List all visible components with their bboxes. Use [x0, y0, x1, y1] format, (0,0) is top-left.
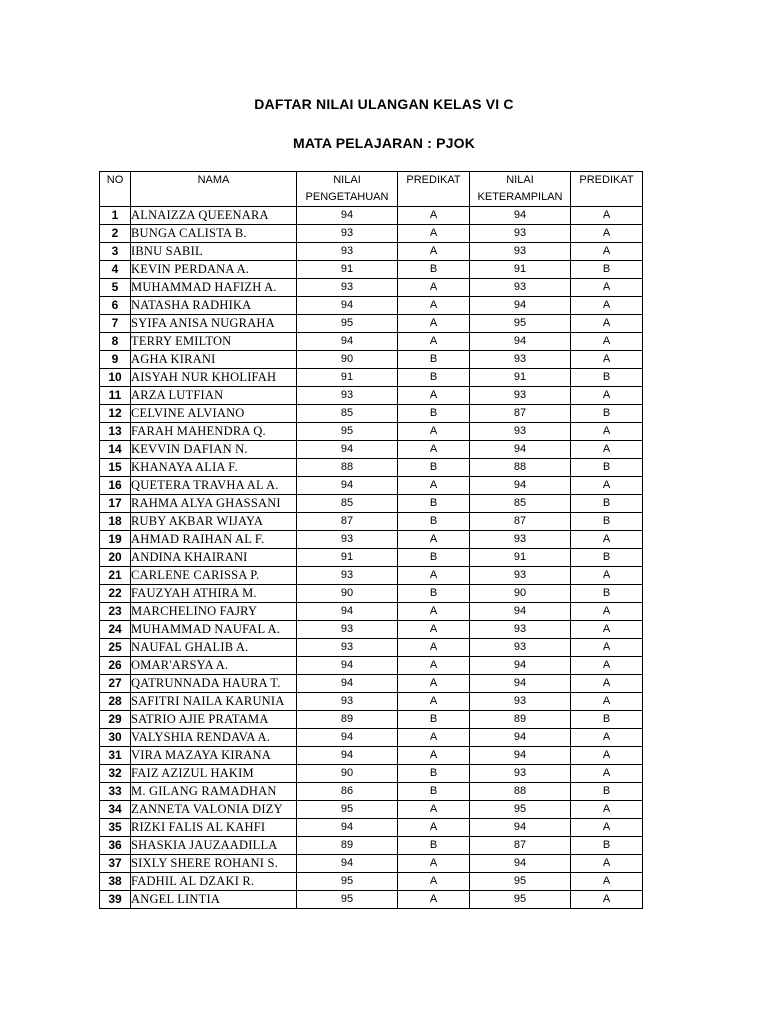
cell-predikat-pengetahuan: A — [398, 567, 470, 585]
cell-no: 28 — [100, 693, 131, 711]
cell-nama: SHASKIA JAUZAADILLA — [131, 837, 297, 855]
cell-no: 6 — [100, 297, 131, 315]
table-row — [100, 603, 643, 621]
cell-nama: SATRIO AJIE PRATAMA — [131, 711, 297, 729]
cell-nilai-pengetahuan: 95 — [297, 891, 398, 909]
table-row — [100, 549, 643, 567]
cell-predikat-pengetahuan: B — [398, 513, 470, 531]
cell-predikat-pengetahuan: A — [398, 387, 470, 405]
cell-no: 26 — [100, 657, 131, 675]
cell-predikat-pengetahuan: A — [398, 603, 470, 621]
cell-nama: VIRA MAZAYA KIRANA — [131, 747, 297, 765]
cell-predikat-pengetahuan: A — [398, 693, 470, 711]
cell-nilai-keterampilan: 91 — [470, 549, 571, 567]
cell-nama: MUHAMMAD HAFIZH A. — [131, 279, 297, 297]
cell-nama: CARLENE CARISSA P. — [131, 567, 297, 585]
cell-predikat-pengetahuan: A — [398, 891, 470, 909]
cell-nilai-pengetahuan: 85 — [297, 405, 398, 423]
cell-nilai-keterampilan: 94 — [470, 207, 571, 225]
cell-nama: RUBY AKBAR WIJAYA — [131, 513, 297, 531]
cell-nilai-pengetahuan: 93 — [297, 639, 398, 657]
cell-no: 1 — [100, 207, 131, 225]
cell-nilai-keterampilan: 88 — [470, 783, 571, 801]
cell-no: 10 — [100, 369, 131, 387]
cell-nama: FARAH MAHENDRA Q. — [131, 423, 297, 441]
cell-predikat-keterampilan: A — [571, 747, 643, 765]
cell-nilai-pengetahuan: 94 — [297, 819, 398, 837]
cell-nilai-pengetahuan: 93 — [297, 531, 398, 549]
cell-nilai-pengetahuan: 94 — [297, 747, 398, 765]
cell-predikat-keterampilan: A — [571, 333, 643, 351]
cell-predikat-keterampilan: A — [571, 693, 643, 711]
cell-predikat-pengetahuan: B — [398, 369, 470, 387]
cell-nilai-keterampilan: 93 — [470, 693, 571, 711]
header-predikat-keterampilan: PREDIKAT — [571, 172, 643, 207]
cell-predikat-keterampilan: A — [571, 315, 643, 333]
cell-predikat-keterampilan: A — [571, 423, 643, 441]
cell-predikat-pengetahuan: B — [398, 405, 470, 423]
cell-nilai-keterampilan: 89 — [470, 711, 571, 729]
table-row — [100, 801, 643, 819]
table-row — [100, 495, 643, 513]
cell-predikat-pengetahuan: A — [398, 279, 470, 297]
table-row — [100, 315, 643, 333]
cell-predikat-keterampilan: A — [571, 765, 643, 783]
cell-nama: MUHAMMAD NAUFAL A. — [131, 621, 297, 639]
table-row — [100, 441, 643, 459]
table-row — [100, 855, 643, 873]
cell-nama: KHANAYA ALIA F. — [131, 459, 297, 477]
cell-no: 25 — [100, 639, 131, 657]
cell-nilai-keterampilan: 93 — [470, 765, 571, 783]
table-row — [100, 711, 643, 729]
cell-no: 4 — [100, 261, 131, 279]
cell-nama: FAIZ AZIZUL HAKIM — [131, 765, 297, 783]
cell-nilai-pengetahuan: 95 — [297, 315, 398, 333]
grades-table — [99, 171, 643, 909]
table-row — [100, 585, 643, 603]
cell-nilai-keterampilan: 91 — [470, 369, 571, 387]
table-row — [100, 819, 643, 837]
cell-predikat-keterampilan: B — [571, 711, 643, 729]
cell-predikat-pengetahuan: A — [398, 639, 470, 657]
table-row — [100, 261, 643, 279]
cell-predikat-keterampilan: B — [571, 585, 643, 603]
cell-nilai-keterampilan: 93 — [470, 243, 571, 261]
cell-predikat-pengetahuan: B — [398, 837, 470, 855]
cell-nama: FAUZYAH ATHIRA M. — [131, 585, 297, 603]
cell-nilai-keterampilan: 94 — [470, 333, 571, 351]
cell-predikat-keterampilan: A — [571, 387, 643, 405]
cell-nilai-keterampilan: 87 — [470, 405, 571, 423]
cell-no: 12 — [100, 405, 131, 423]
cell-nilai-pengetahuan: 93 — [297, 567, 398, 585]
table-row — [100, 459, 643, 477]
cell-predikat-pengetahuan: A — [398, 729, 470, 747]
table-row — [100, 513, 643, 531]
table-row — [100, 837, 643, 855]
cell-predikat-keterampilan: A — [571, 279, 643, 297]
cell-nilai-pengetahuan: 94 — [297, 207, 398, 225]
cell-predikat-pengetahuan: A — [398, 855, 470, 873]
cell-nilai-keterampilan: 94 — [470, 657, 571, 675]
cell-nilai-keterampilan: 87 — [470, 513, 571, 531]
cell-no: 7 — [100, 315, 131, 333]
cell-nilai-keterampilan: 95 — [470, 315, 571, 333]
table-row — [100, 675, 643, 693]
header-no: NO — [100, 172, 131, 207]
table-row — [100, 873, 643, 891]
cell-predikat-keterampilan: B — [571, 513, 643, 531]
table-row — [100, 729, 643, 747]
cell-nama: KEVIN PERDANA A. — [131, 261, 297, 279]
cell-nilai-pengetahuan: 91 — [297, 369, 398, 387]
cell-nama: SYIFA ANISA NUGRAHA — [131, 315, 297, 333]
cell-nama: TERRY EMILTON — [131, 333, 297, 351]
cell-predikat-pengetahuan: A — [398, 333, 470, 351]
cell-no: 5 — [100, 279, 131, 297]
cell-nilai-pengetahuan: 94 — [297, 855, 398, 873]
cell-predikat-pengetahuan: A — [398, 801, 470, 819]
cell-nilai-pengetahuan: 95 — [297, 801, 398, 819]
cell-nilai-pengetahuan: 90 — [297, 351, 398, 369]
cell-predikat-keterampilan: A — [571, 603, 643, 621]
cell-nilai-keterampilan: 85 — [470, 495, 571, 513]
cell-predikat-pengetahuan: B — [398, 549, 470, 567]
cell-nilai-pengetahuan: 93 — [297, 225, 398, 243]
cell-predikat-keterampilan: A — [571, 531, 643, 549]
cell-predikat-keterampilan: A — [571, 351, 643, 369]
cell-nilai-pengetahuan: 94 — [297, 657, 398, 675]
table-row — [100, 531, 643, 549]
table-row — [100, 747, 643, 765]
cell-nilai-pengetahuan: 93 — [297, 693, 398, 711]
cell-predikat-pengetahuan: A — [398, 621, 470, 639]
cell-no: 13 — [100, 423, 131, 441]
cell-predikat-pengetahuan: B — [398, 585, 470, 603]
cell-predikat-pengetahuan: A — [398, 657, 470, 675]
cell-predikat-keterampilan: B — [571, 405, 643, 423]
cell-nilai-pengetahuan: 90 — [297, 765, 398, 783]
cell-predikat-pengetahuan: A — [398, 315, 470, 333]
cell-nilai-pengetahuan: 91 — [297, 261, 398, 279]
cell-no: 39 — [100, 891, 131, 909]
header-nilai-keterampilan: NILAI KETERAMPILAN — [470, 172, 571, 207]
cell-predikat-pengetahuan: A — [398, 297, 470, 315]
cell-nama: BUNGA CALISTA B. — [131, 225, 297, 243]
cell-predikat-keterampilan: A — [571, 855, 643, 873]
cell-nilai-pengetahuan: 93 — [297, 279, 398, 297]
cell-nilai-keterampilan: 93 — [470, 567, 571, 585]
table-row — [100, 765, 643, 783]
cell-predikat-keterampilan: A — [571, 243, 643, 261]
cell-nilai-keterampilan: 94 — [470, 855, 571, 873]
cell-nama: AHMAD RAIHAN AL F. — [131, 531, 297, 549]
cell-predikat-keterampilan: A — [571, 225, 643, 243]
cell-no: 34 — [100, 801, 131, 819]
table-header-row — [100, 172, 643, 207]
cell-nilai-pengetahuan: 94 — [297, 729, 398, 747]
cell-nilai-pengetahuan: 90 — [297, 585, 398, 603]
table-row — [100, 657, 643, 675]
table-row — [100, 423, 643, 441]
cell-no: 30 — [100, 729, 131, 747]
cell-predikat-keterampilan: A — [571, 477, 643, 495]
cell-predikat-pengetahuan: B — [398, 765, 470, 783]
cell-no: 22 — [100, 585, 131, 603]
cell-nama: ARZA LUTFIAN — [131, 387, 297, 405]
cell-nilai-keterampilan: 94 — [470, 297, 571, 315]
header-predikat-pengetahuan: PREDIKAT — [398, 172, 470, 207]
cell-predikat-keterampilan: A — [571, 207, 643, 225]
cell-predikat-pengetahuan: B — [398, 261, 470, 279]
document-title: DAFTAR NILAI ULANGAN KELAS VI C — [254, 96, 514, 112]
cell-predikat-keterampilan: A — [571, 801, 643, 819]
cell-nama: ANGEL LINTIA — [131, 891, 297, 909]
cell-predikat-keterampilan: B — [571, 261, 643, 279]
cell-no: 36 — [100, 837, 131, 855]
cell-nilai-keterampilan: 88 — [470, 459, 571, 477]
cell-predikat-pengetahuan: A — [398, 873, 470, 891]
table-row — [100, 693, 643, 711]
table-body — [100, 207, 643, 909]
cell-nama: NAUFAL GHALIB A. — [131, 639, 297, 657]
table-row — [100, 225, 643, 243]
cell-nama: ZANNETA VALONIA DIZY — [131, 801, 297, 819]
cell-predikat-keterampilan: B — [571, 459, 643, 477]
cell-nilai-keterampilan: 93 — [470, 621, 571, 639]
header-nilai-pengetahuan: NILAI PENGETAHUAN — [297, 172, 398, 207]
cell-no: 37 — [100, 855, 131, 873]
cell-nilai-keterampilan: 94 — [470, 819, 571, 837]
cell-no: 8 — [100, 333, 131, 351]
cell-no: 18 — [100, 513, 131, 531]
cell-nilai-pengetahuan: 89 — [297, 837, 398, 855]
cell-predikat-pengetahuan: A — [398, 243, 470, 261]
cell-nama: NATASHA RADHIKA — [131, 297, 297, 315]
cell-predikat-pengetahuan: B — [398, 459, 470, 477]
cell-no: 29 — [100, 711, 131, 729]
cell-nilai-keterampilan: 95 — [470, 873, 571, 891]
cell-nilai-keterampilan: 94 — [470, 441, 571, 459]
cell-nilai-keterampilan: 94 — [470, 477, 571, 495]
cell-nama: SAFITRI NAILA KARUNIA — [131, 693, 297, 711]
cell-predikat-keterampilan: A — [571, 819, 643, 837]
cell-nilai-keterampilan: 95 — [470, 801, 571, 819]
table-row — [100, 783, 643, 801]
cell-nilai-keterampilan: 93 — [470, 531, 571, 549]
cell-nilai-pengetahuan: 94 — [297, 675, 398, 693]
cell-predikat-pengetahuan: B — [398, 351, 470, 369]
cell-nilai-pengetahuan: 95 — [297, 423, 398, 441]
cell-nama: SIXLY SHERE ROHANI S. — [131, 855, 297, 873]
cell-predikat-keterampilan: A — [571, 639, 643, 657]
cell-predikat-keterampilan: A — [571, 657, 643, 675]
cell-predikat-pengetahuan: A — [398, 531, 470, 549]
cell-nama: AGHA KIRANI — [131, 351, 297, 369]
cell-nilai-keterampilan: 93 — [470, 423, 571, 441]
cell-predikat-pengetahuan: B — [398, 495, 470, 513]
cell-no: 32 — [100, 765, 131, 783]
cell-predikat-pengetahuan: A — [398, 675, 470, 693]
cell-predikat-keterampilan: B — [571, 783, 643, 801]
cell-no: 21 — [100, 567, 131, 585]
cell-predikat-pengetahuan: A — [398, 819, 470, 837]
cell-predikat-keterampilan: B — [571, 495, 643, 513]
table-row — [100, 207, 643, 225]
cell-nama: ANDINA KHAIRANI — [131, 549, 297, 567]
cell-no: 23 — [100, 603, 131, 621]
cell-nilai-keterampilan: 90 — [470, 585, 571, 603]
cell-no: 20 — [100, 549, 131, 567]
cell-nilai-pengetahuan: 88 — [297, 459, 398, 477]
cell-nilai-pengetahuan: 94 — [297, 477, 398, 495]
cell-no: 11 — [100, 387, 131, 405]
cell-predikat-pengetahuan: A — [398, 477, 470, 495]
cell-nilai-pengetahuan: 86 — [297, 783, 398, 801]
cell-nama: ALNAIZZA QUEENARA — [131, 207, 297, 225]
cell-nama: RIZKI FALIS AL KAHFI — [131, 819, 297, 837]
cell-predikat-pengetahuan: A — [398, 747, 470, 765]
cell-nilai-pengetahuan: 94 — [297, 297, 398, 315]
cell-predikat-pengetahuan: A — [398, 225, 470, 243]
cell-predikat-keterampilan: B — [571, 369, 643, 387]
cell-predikat-keterampilan: A — [571, 567, 643, 585]
cell-nama: QUETERA TRAVHA AL A. — [131, 477, 297, 495]
cell-nilai-pengetahuan: 85 — [297, 495, 398, 513]
cell-predikat-pengetahuan: B — [398, 711, 470, 729]
table-row — [100, 891, 643, 909]
cell-no: 15 — [100, 459, 131, 477]
cell-nilai-pengetahuan: 93 — [297, 243, 398, 261]
cell-predikat-pengetahuan: A — [398, 423, 470, 441]
table-row — [100, 279, 643, 297]
cell-no: 2 — [100, 225, 131, 243]
cell-nama: M. GILANG RAMADHAN — [131, 783, 297, 801]
cell-nilai-pengetahuan: 89 — [297, 711, 398, 729]
cell-nilai-keterampilan: 93 — [470, 279, 571, 297]
cell-no: 9 — [100, 351, 131, 369]
table-row — [100, 369, 643, 387]
cell-no: 35 — [100, 819, 131, 837]
table-row — [100, 297, 643, 315]
cell-predikat-pengetahuan: A — [398, 441, 470, 459]
cell-predikat-keterampilan: B — [571, 837, 643, 855]
cell-predikat-keterampilan: A — [571, 891, 643, 909]
cell-nama: AISYAH NUR KHOLIFAH — [131, 369, 297, 387]
cell-nama: IBNU SABIL — [131, 243, 297, 261]
cell-nilai-pengetahuan: 94 — [297, 603, 398, 621]
cell-no: 38 — [100, 873, 131, 891]
header-nama: NAMA — [131, 172, 297, 207]
cell-nama: RAHMA ALYA GHASSANI — [131, 495, 297, 513]
document-subtitle: MATA PELAJARAN : PJOK — [292, 135, 476, 151]
cell-nama: VALYSHIA RENDAVA A. — [131, 729, 297, 747]
table-row — [100, 405, 643, 423]
cell-no: 17 — [100, 495, 131, 513]
cell-predikat-pengetahuan: A — [398, 207, 470, 225]
cell-nama: QATRUNNADA HAURA T. — [131, 675, 297, 693]
cell-nama: FADHIL AL DZAKI R. — [131, 873, 297, 891]
cell-nama: MARCHELINO FAJRY — [131, 603, 297, 621]
cell-nilai-keterampilan: 93 — [470, 387, 571, 405]
cell-nilai-pengetahuan: 93 — [297, 387, 398, 405]
table-row — [100, 333, 643, 351]
cell-nilai-keterampilan: 94 — [470, 747, 571, 765]
table-row — [100, 621, 643, 639]
cell-nilai-keterampilan: 94 — [470, 675, 571, 693]
cell-nilai-keterampilan: 91 — [470, 261, 571, 279]
cell-nama: OMAR'ARSYA A. — [131, 657, 297, 675]
cell-predikat-keterampilan: A — [571, 621, 643, 639]
cell-predikat-keterampilan: A — [571, 729, 643, 747]
cell-nilai-pengetahuan: 94 — [297, 333, 398, 351]
cell-no: 19 — [100, 531, 131, 549]
cell-no: 33 — [100, 783, 131, 801]
cell-no: 16 — [100, 477, 131, 495]
cell-no: 14 — [100, 441, 131, 459]
table-row — [100, 243, 643, 261]
table-row — [100, 477, 643, 495]
cell-nilai-keterampilan: 95 — [470, 891, 571, 909]
cell-nilai-keterampilan: 93 — [470, 351, 571, 369]
cell-nilai-pengetahuan: 87 — [297, 513, 398, 531]
cell-predikat-keterampilan: A — [571, 297, 643, 315]
table-row — [100, 567, 643, 585]
cell-nama: CELVINE ALVIANO — [131, 405, 297, 423]
cell-nilai-keterampilan: 94 — [470, 729, 571, 747]
cell-nilai-keterampilan: 93 — [470, 639, 571, 657]
cell-nilai-pengetahuan: 91 — [297, 549, 398, 567]
cell-nilai-keterampilan: 87 — [470, 837, 571, 855]
cell-no: 3 — [100, 243, 131, 261]
cell-nilai-keterampilan: 94 — [470, 603, 571, 621]
cell-predikat-keterampilan: B — [571, 549, 643, 567]
cell-nilai-keterampilan: 93 — [470, 225, 571, 243]
cell-predikat-pengetahuan: B — [398, 783, 470, 801]
cell-no: 31 — [100, 747, 131, 765]
cell-nilai-pengetahuan: 95 — [297, 873, 398, 891]
cell-no: 24 — [100, 621, 131, 639]
cell-predikat-keterampilan: A — [571, 441, 643, 459]
cell-predikat-keterampilan: A — [571, 873, 643, 891]
cell-nilai-pengetahuan: 94 — [297, 441, 398, 459]
cell-no: 27 — [100, 675, 131, 693]
table-row — [100, 351, 643, 369]
cell-nilai-pengetahuan: 93 — [297, 621, 398, 639]
table-row — [100, 387, 643, 405]
cell-nama: KEVVIN DAFIAN N. — [131, 441, 297, 459]
table-row — [100, 639, 643, 657]
cell-predikat-keterampilan: A — [571, 675, 643, 693]
